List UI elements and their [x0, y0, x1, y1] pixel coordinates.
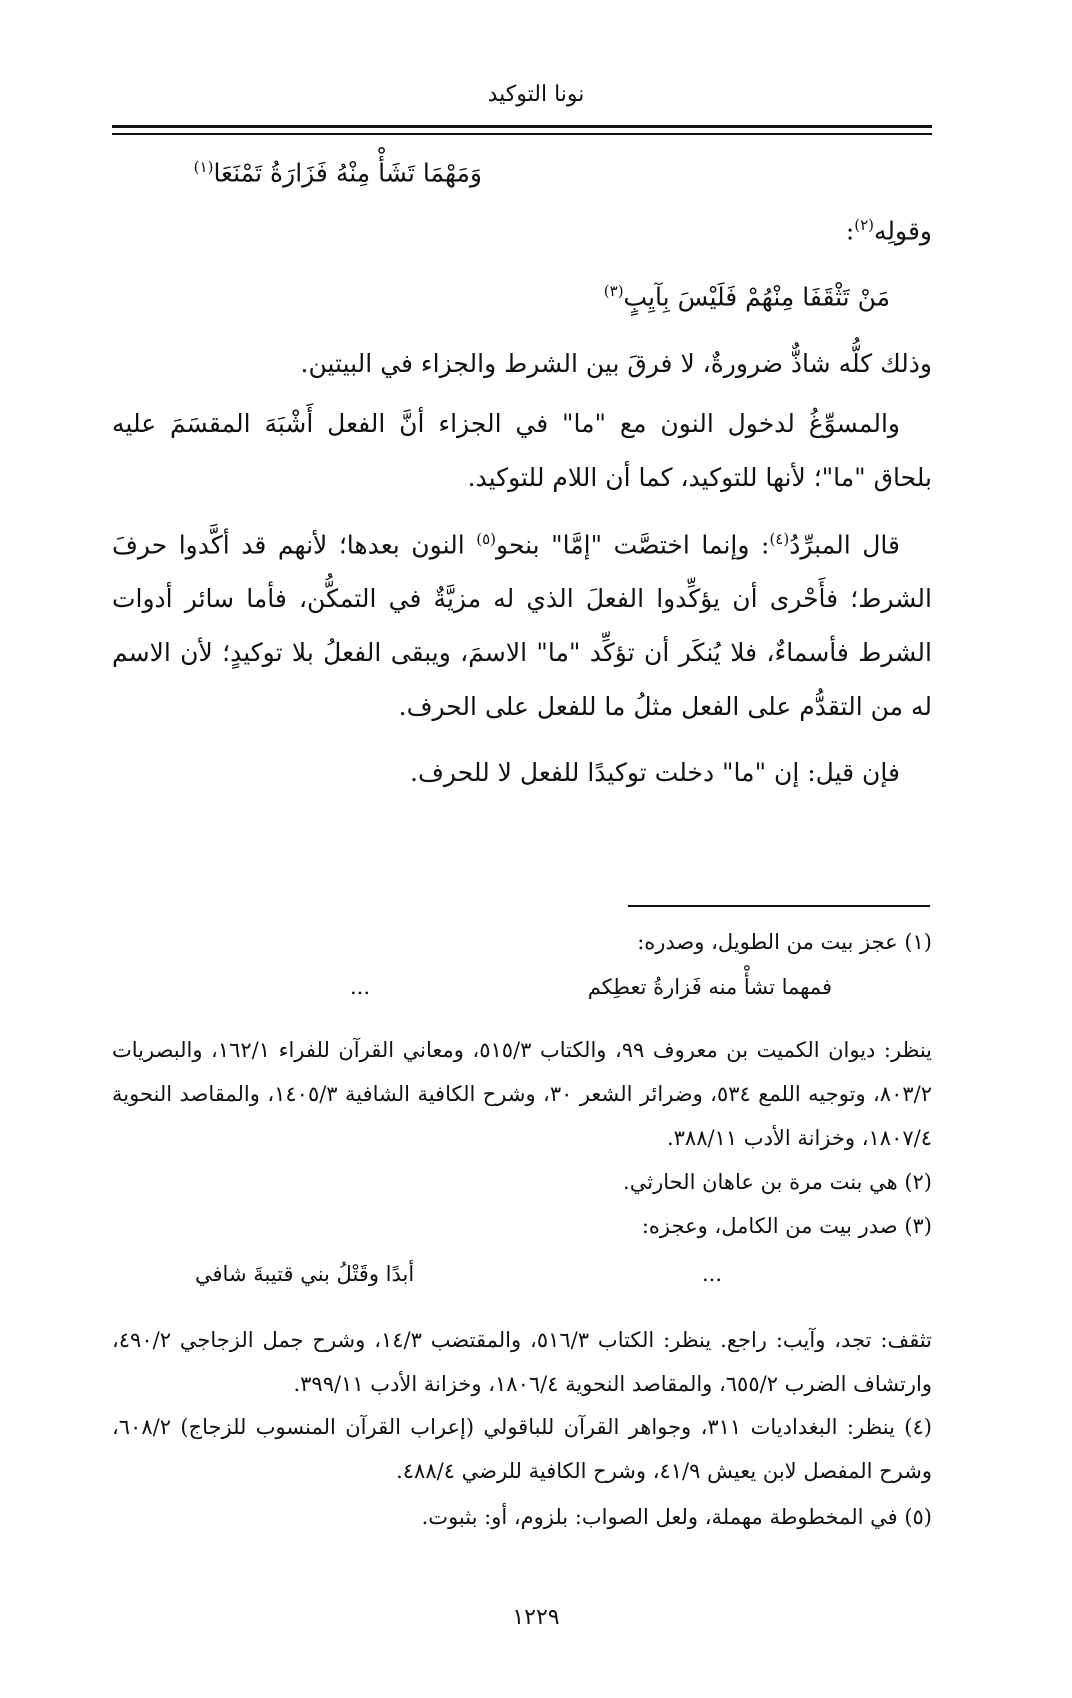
footnote-3-body: تثقف: تجد، وآيب: راجع. ينظر: الكتاب ٥١٦/٣، والمقتضب ١٤/٣، وشرح جمل الزجاجي ٤٩٠/٢، وارتشاف الضرب ٦٥٥/٢، والمقاصد النحوية ١٨٠٦/٤، وخزانة الأدب ٣٩٩/١١. [112, 1328, 932, 1396]
paragraph-4: فإن قيل: إن "ما" دخلت توكيدًا للفعل لا للحرف. [410, 758, 900, 787]
verse-1 [194, 158, 482, 187]
footnote-2: (٢) هي بنت مرة بن عاهان الحارثي. [623, 1170, 932, 1194]
paragraph-3 [112, 512, 932, 734]
footnote-separator [628, 905, 930, 907]
p3-part-a: قال المبرِّدُ [789, 530, 900, 560]
verse-2-text: مَنْ تَثْقَفَا مِنْهُمْ فَلَيْسَ بِآيِبٍ [623, 282, 890, 312]
footnote-4: (٤) ينظر: البغداديات ٣١١، وجواهر القرآن للباقولي (إعراب القرآن المنسوب للزجاج) ٦٠٨/٢، وشرح المفصل لابن يعيش ٤١/٩، وشرح الكافية للرضي ٤٨٨/٤. [112, 1415, 932, 1483]
footnote-5: (٥) في المخطوطة مهملة، ولعل الصواب: بلزوم، أو: بثبوت. [421, 1505, 932, 1529]
footnote-1-body: ينظر: ديوان الكميت بن معروف ٩٩، والكتاب ٥١٥/٣، ومعاني القرآن للفراء ١٦٢/١، والبصريات ٨٠٣/٢، وتوجيه اللمع ٥٣٤، وضرائر الشعر ٣٠، وشرح الكافية الشافية ١٤٠٥/٣، والمقاصد النحوية ١٨٠٧/٤، وخزانة الأدب ٣٨٨/١١. [112, 1038, 932, 1150]
header-rule-thin [112, 133, 932, 135]
footnote-3-head: (٣) صدر بيت من الكامل، وعجزه: [641, 1214, 932, 1238]
footnote-1-verse: فمهما تشأْ منه فَزارةُ تعطِكم [587, 975, 832, 999]
footnote-3-verse: أبدًا وقَتْلُ بني قتيبةَ شافي [195, 1262, 415, 1286]
footnote-ref-5: (٥) [476, 530, 497, 548]
qawluhu-line [846, 216, 932, 245]
footnote-ref-4: (٤) [769, 530, 790, 548]
verse-2 [604, 282, 890, 311]
qawluhu-colon: : [845, 216, 855, 246]
paragraph-1: وذلك كلُّه شاذٌّ ضرورةٌ، لا فرقَ بين الشرط والجزاء في البيتين. [300, 349, 932, 378]
p3-part-c: النون بعدها؛ لأنهم قد أكَّدوا حرفَ الشرط؛ فأَحْرى أن يؤكِّدوا الفعلَ الذي له مزيَّةٌ في التمكُّن، فأما سائر أدوات الشرط فأسماءٌ، فلا يُنكَر أن تؤكِّد "ما" الاسمَ، ويبقى الفعلُ بلا توكيدٍ؛ لأن الاسم له من التقدُّم على الفعل مثلُ ما للفعل على الحرف. [112, 530, 932, 722]
footnote-1-head: (١) عجز بيت من الطويل، وصدره: [637, 930, 932, 954]
footnote-ref-3: (٣) [603, 282, 624, 300]
page-number: ١٢٢٩ [512, 1605, 560, 1630]
footnote-ref-1: (١) [193, 158, 214, 176]
running-header: نونا التوكيد [487, 82, 585, 107]
header-rule-thick [112, 125, 932, 128]
verse-1-text: وَمَهْمَا تَشَأْ مِنْهُ فَزَارَةُ تَمْنَعَا [213, 158, 482, 188]
qawluhu-text: وقولِه [874, 216, 932, 246]
paragraph-2: والمسوِّغُ لدخول النون مع "ما" في الجزاء أنَّ الفعل أَشْبَهَ المقسَمَ عليه بلحاق "ما"؛ لأنها للتوكيد، كما أن اللام للتوكيد. [112, 409, 932, 492]
p3-part-b: : وإنما اختصَّت "إمَّا" بنحو [496, 530, 770, 560]
footnote-1-ellipsis: ... [350, 975, 371, 999]
footnote-3-ellipsis: ... [701, 1262, 722, 1286]
footnote-ref-2: (٢) [854, 216, 875, 234]
